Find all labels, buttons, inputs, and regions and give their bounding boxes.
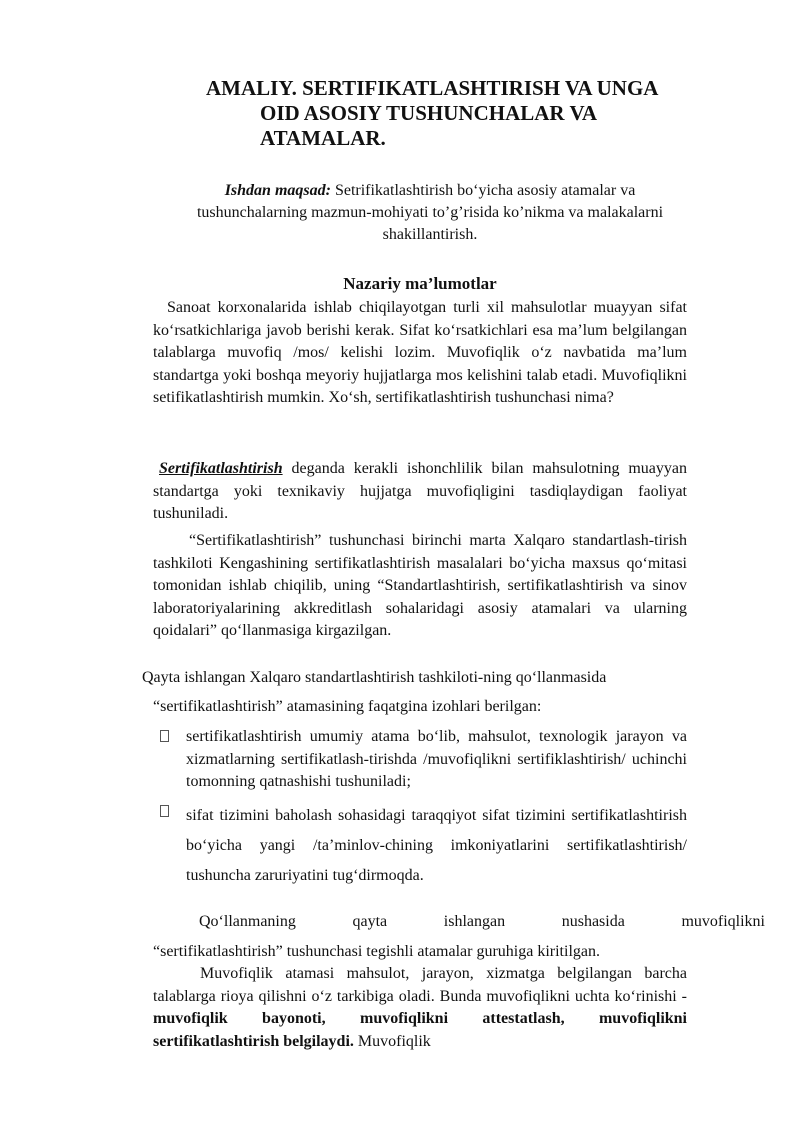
purpose-paragraph <box>175 180 685 246</box>
purpose-text: Setrifikatlashtirish bo‘yicha asosiy atamalar va tushunchalarning mazmun-mohiyati to’g’risida ko’nikma va malakalarni shakillantirish. <box>196 182 664 243</box>
list-item <box>155 726 687 794</box>
section-heading: Nazariy ma’lumotlar <box>343 274 497 293</box>
purpose-label: Ishdan maqsad: <box>224 182 331 199</box>
square-bullet-icon <box>159 729 171 745</box>
square-bullet-icon <box>159 804 171 820</box>
paragraph-5: “sertifikatlashtirish” atamasining faqatgina izohlari berilgan: <box>153 698 542 715</box>
paragraph-8 <box>153 963 687 1053</box>
paragraph-3: “Sertifikatlashtirish” tushunchasi birinchi marta Xalqaro standartlash-tirish tashkiloti Kengashining sertifikatlashtirish masalalari bo‘yicha maxsus qo‘mitasi tomonidan ishlab chiqilib, uning “Standartlashtirish, sertifikatlashtirish va sinov laboratoriyalarining akkreditlash sohalaridagi asosiy atamalari va ularning qoidalari” qo‘llanmasiga kirgazilgan. <box>153 532 687 639</box>
paragraph-2 <box>153 458 687 526</box>
definition-text: deganda kerakli ishonchlilik bilan mahsulotning muayyan standartga yoki texnikaviy hujjatga muvofiqligini tasdiqlaydigan faoliyat tushuniladi. <box>153 460 687 522</box>
paragraph-1: Sanoat korxonalarida ishlab chiqilayotgan turli xil mahsulotlar muayyan sifat ko‘rsatkichlariga javob berishi kerak. Sifat ko‘rsatkichlari esa ma’lum belgilangan talablarga muvofiq /mos/ kelishi lozim. Muvofiqlik o‘z navbatida ma’lum standartga yoki boshqa meyoriy hujjatlarga mos kelishini talab etadi. Muvofiqlikni setifikatlashtirish mumkin. Xo‘sh, sertifikatlashtirish tushunchasi nima? <box>153 299 687 406</box>
paragraph-4: Qayta ishlangan Xalqaro standartlashtirish tashkiloti-ning qo‘llanmasida <box>142 669 607 686</box>
page-title <box>206 76 696 151</box>
paragraph-8-bold: muvofiqlik bayonoti, muvofiqlikni attestatlash, muvofiqlikni sertifikatlashtirish belgilaydi. <box>153 1010 687 1050</box>
paragraph-6: Qo‘llanmaning qayta ishlangan nushasida muvofiqlikni <box>199 913 765 930</box>
definition-term: Sertifikatlashtirish <box>159 460 283 477</box>
paragraph-8-end: Muvofiqlik <box>353 1032 431 1050</box>
list-item-text: sertifikatlashtirish umumiy atama bo‘lib, mahsulot, texnologik jarayon va xizmatlarning sertifikatlash-tirishda /muvofiqlikni sertifiklashtirish/ uchinchi tomonning qatnashishi tushuniladi; <box>186 728 687 790</box>
paragraph-7: “sertifikatlashtirish” tushunchasi tegishli atamalar guruhiga kiritilgan. <box>153 943 600 960</box>
bullet-list <box>155 726 687 891</box>
list-item-text: sifat tizimini baholash sohasidagi taraqqiyot sifat tizimini sertifikatlashtirish bo‘yicha yangi /ta’minlov-chining imkoniyatlarini sertifikatlashtirish/ tushuncha zaruriyatini tug‘dirmoqda. <box>186 806 687 884</box>
title-line-2: OID ASOSIY TUSHUNCHALAR VA ATAMALAR. <box>260 101 596 150</box>
paragraph-8-start: Muvofiqlik atamasi mahsulot, jarayon, xizmatga belgilangan barcha talablarga rioya qilishni o‘z tarkibiga oladi. Bunda muvofiqlikni uchta ko‘rinishi - <box>153 965 687 1005</box>
title-line-1: AMALIY. SERTIFIKATLASHTIRISH VA UNGA <box>206 76 659 100</box>
list-item <box>155 801 687 891</box>
